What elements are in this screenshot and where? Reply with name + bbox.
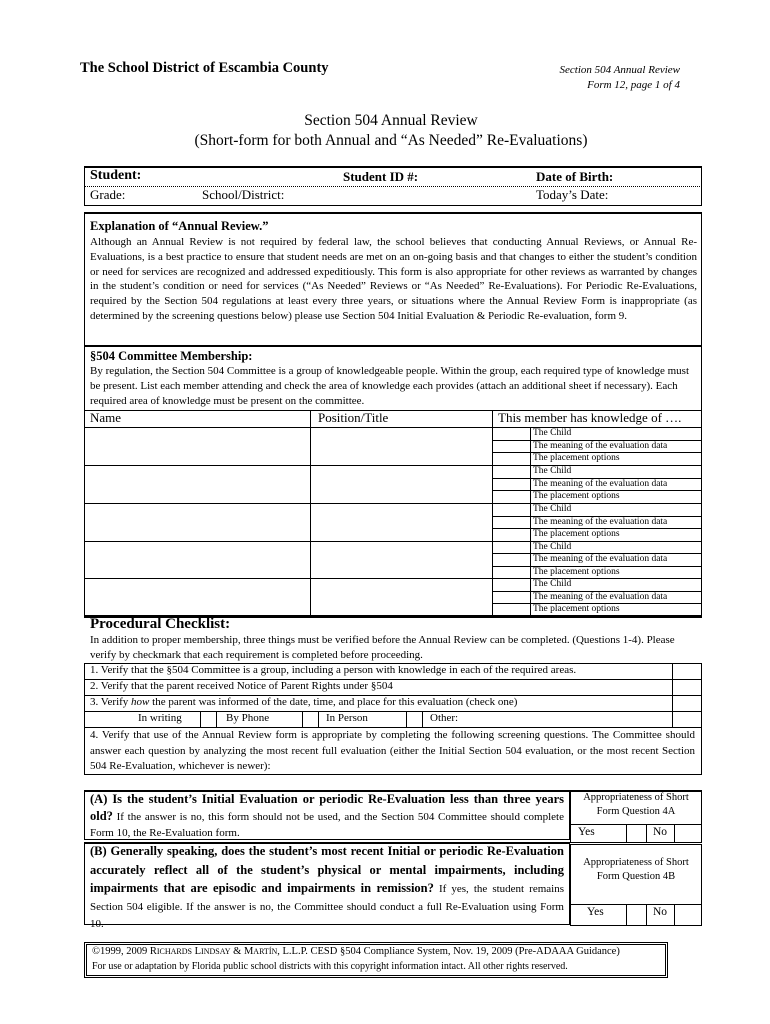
checklist-item-3-emphasis: how (131, 696, 150, 708)
member-name-cell[interactable] (85, 579, 309, 616)
copyright-line-2: For use or adaptation by Florida public school districts with this copyright information intact. All other rights reserved. (92, 961, 568, 972)
column-position: Position/Title (318, 410, 389, 425)
knowledge-checkbox[interactable] (493, 567, 529, 578)
date-of-birth-label: Date of Birth: (536, 169, 614, 184)
explanation-text: Although an Annual Review is not required by federal law, the school believes that conducting Annual Reviews, or Annual Re-Evaluations, is a best practice to ensure that student needs are met on an on-going basis and that changes to either the student’s condition or need for services are recognized and addressed expeditiously. This form is also appropriate for other reviews as warranted by changes in the student’s condition or need for services (“As Needed” Reviews or “As Needed” Re-Evaluations). For Periodic Re-Evaluations, required by the Section 504 regulations at least every three years, or situations where the Annual Review Form is inappropriate (as determined by the screening questions below) please use Section 504 Initial Evaluation & Periodic Re-evaluation, form 9. (90, 236, 697, 322)
option-by-phone-checkbox[interactable] (303, 712, 318, 727)
page-subtitle: (Short-form for both Annual and “As Needed” Re-Evaluations) (194, 132, 588, 149)
form-title-header: Section 504 Annual Review (559, 64, 680, 76)
option-in-writing-checkbox[interactable] (201, 712, 216, 727)
footer-smallcaps-1: ICHARDS (156, 947, 192, 956)
member-position-cell[interactable] (311, 579, 491, 616)
member-position-cell[interactable] (311, 466, 491, 503)
column-knowledge: This member has knowledge of …. (498, 410, 682, 425)
student-id-label: Student ID #: (343, 169, 419, 184)
knowledge-area-label: The meaning of the evaluation data (533, 592, 668, 602)
footer-text-2: L (191, 946, 202, 957)
question-b-side-label: Appropriateness of Short Form Question 4B (583, 857, 689, 882)
knowledge-checkbox[interactable] (493, 504, 529, 516)
question-a-side-label: Appropriateness of Short Form Question 4A (583, 792, 689, 817)
question-b-no: No (653, 906, 668, 918)
checklist-intro: In addition to proper membership, three things must be verified before the Annual Review can be completed. (Questions 1-4). Please verify by checkmark that each requirement is completed before proceeding. (90, 634, 675, 661)
member-name-cell[interactable] (85, 466, 309, 503)
knowledge-checkbox[interactable] (493, 604, 529, 616)
membership-text: By regulation, the Section 504 Committee is a group of knowledgeable people. Within the group, each required type of knowledge must be present. List each member attending and check the area of knowledge each provides (attach an additional sheet if necessary). Each required area of knowledge must be present on the committee. (90, 365, 690, 407)
option-in-person-checkbox[interactable] (407, 712, 422, 727)
option-other-input[interactable] (465, 712, 701, 727)
option-in-writing: In writing (138, 712, 182, 724)
form-reference: Form 12, page 1 of 4 (587, 79, 680, 91)
grade-label: Grade: (90, 187, 126, 202)
knowledge-area-label: The placement options (533, 491, 620, 501)
footer-smallcaps-3: ARTÍN (253, 947, 278, 956)
question-a-rest: If the answer is no, this form should not be used, and the Section 504 Committee should complete Form 10, the Re-Evaluation form. (90, 811, 564, 839)
knowledge-area-label: The meaning of the evaluation data (533, 441, 668, 451)
question-a-bold: (A) Is the student’s Initial Evaluation or periodic Re-Evaluation less than three years old? (90, 792, 564, 823)
question-a-text (90, 791, 564, 841)
knowledge-area-label: The Child (533, 466, 572, 476)
knowledge-area-label: The Child (533, 428, 572, 438)
checklist-item-3-checkbox[interactable] (673, 696, 701, 711)
question-b-no-checkbox[interactable] (675, 905, 701, 925)
question-b-bold: (B) Generally speaking, does the student’s most recent Initial or periodic Re-Evaluation accurately reflect all of the student’s physical or mental impairments, including impairments that are episodic and impairments in remission? (90, 844, 564, 895)
question-a-yes-checkbox[interactable] (627, 825, 646, 842)
member-name-cell[interactable] (85, 542, 309, 578)
footer-text-1: ©1999, 2009 R (92, 946, 157, 957)
checklist-item-2: 2. Verify that the parent received Notice of Parent Rights under §504 (90, 680, 393, 692)
knowledge-checkbox[interactable] (493, 554, 529, 565)
knowledge-checkbox[interactable] (493, 466, 529, 478)
student-label: Student: (90, 168, 142, 183)
knowledge-area-label: The Child (533, 542, 572, 552)
member-name-cell[interactable] (85, 428, 309, 465)
knowledge-area-label: The meaning of the evaluation data (533, 479, 668, 489)
column-name: Name (90, 410, 122, 425)
member-position-cell[interactable] (311, 428, 491, 465)
knowledge-checkbox[interactable] (493, 579, 529, 591)
checklist-item-1-checkbox[interactable] (673, 664, 701, 679)
todays-date-label: Today’s Date: (536, 187, 609, 202)
knowledge-area-label: The placement options (533, 604, 620, 614)
checklist-item-2-checkbox[interactable] (673, 680, 701, 695)
question-a-no: No (653, 826, 668, 838)
knowledge-checkbox[interactable] (493, 428, 529, 440)
member-position-cell[interactable] (311, 542, 491, 578)
knowledge-area-label: The Child (533, 579, 572, 589)
checklist-item-1: 1. Verify that the §504 Committee is a group, including a person with knowledge in each of the required areas. (90, 664, 577, 676)
knowledge-checkbox[interactable] (493, 453, 529, 465)
district-name: The School District of Escambia County (80, 60, 329, 76)
knowledge-area-label: The meaning of the evaluation data (533, 554, 668, 564)
footer-text-3: & M (230, 946, 254, 957)
question-a-yes: Yes (578, 826, 595, 838)
checklist-item-3-prefix: 3. Verify (90, 696, 132, 708)
member-name-cell[interactable] (85, 504, 309, 541)
school-district-label: School/District: (202, 187, 285, 202)
explanation-heading: Explanation of “Annual Review.” (90, 219, 269, 233)
membership-heading: §504 Committee Membership: (90, 349, 253, 363)
footer-smallcaps-2: INDSAY (201, 947, 231, 956)
footer-text-4: , L.L.P. CESD §504 Compliance System, Nov. 19, 2009 (Pre-ADAAA Guidance) (277, 946, 620, 957)
knowledge-area-label: The placement options (533, 453, 620, 463)
option-by-phone: By Phone (226, 712, 270, 724)
member-position-cell[interactable] (311, 504, 491, 541)
question-b-text (90, 843, 564, 934)
knowledge-area-label: The placement options (533, 529, 620, 539)
page-title: Section 504 Annual Review (304, 112, 478, 129)
knowledge-area-label: The Child (533, 504, 572, 514)
option-other: Other: (430, 712, 459, 724)
checklist-item-4: 4. Verify that use of the Annual Review form is appropriate by completing the following screening questions. The Committee should answer each question by analyzing the most recent full evaluation (either the Initial Section 504 evaluation, or the most recent Section 504 Re-Evaluation, whichever is newer): (90, 729, 695, 772)
question-b-yes-checkbox[interactable] (627, 905, 646, 925)
knowledge-checkbox[interactable] (493, 542, 529, 553)
option-in-person: In Person (326, 712, 368, 724)
copyright-line-1 (92, 946, 620, 957)
question-a-no-checkbox[interactable] (675, 825, 701, 842)
knowledge-area-label: The meaning of the evaluation data (533, 517, 668, 527)
knowledge-checkbox[interactable] (493, 529, 529, 541)
checklist-item-3 (90, 696, 517, 708)
question-b-rest: If yes, the student remains Section 504 eligible. If the answer is no, the Committee should conduct a full Re-Evaluation using Form 10. (90, 883, 564, 930)
knowledge-checkbox[interactable] (493, 491, 529, 503)
question-b-yes: Yes (587, 906, 604, 918)
checklist-item-3-suffix: the parent was informed of the date, time, and place for this evaluation (check one) (149, 696, 518, 708)
checklist-heading: Procedural Checklist: (90, 616, 231, 632)
knowledge-area-label: The placement options (533, 567, 620, 577)
